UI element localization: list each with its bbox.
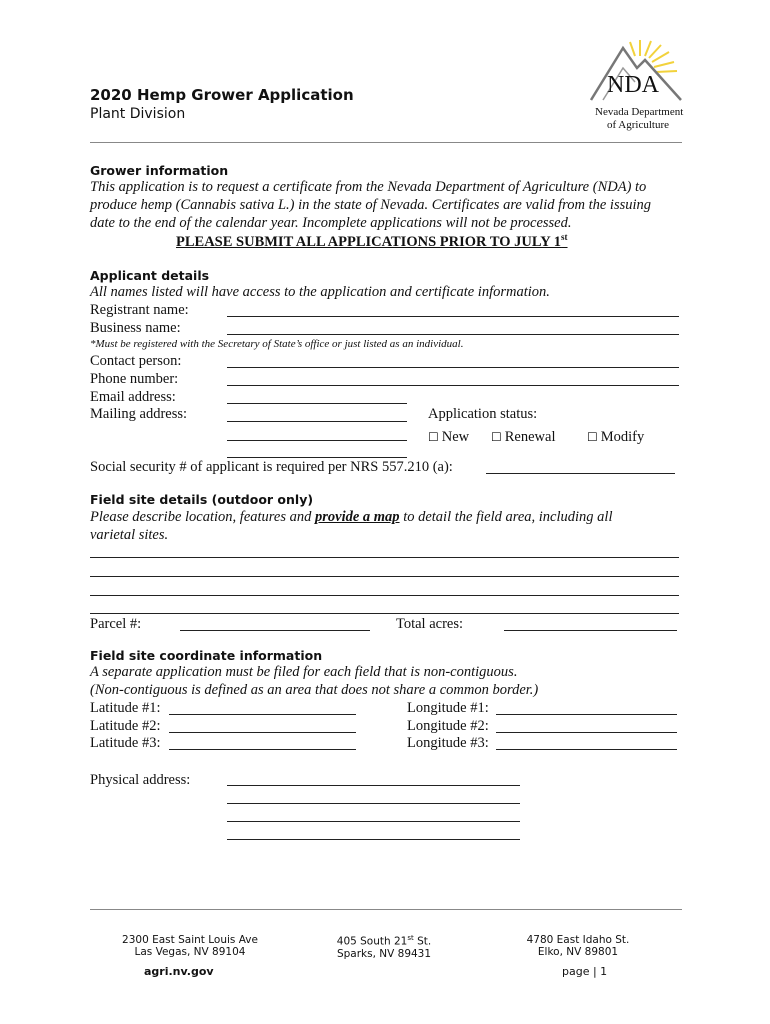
grower-intro-3: date to the end of the calendar year. Incomplete applications will not be processed.	[90, 215, 572, 231]
longitude-2-field[interactable]	[496, 732, 677, 733]
parcel-label: Parcel #:	[90, 616, 142, 632]
longitude-1-field[interactable]	[496, 714, 677, 715]
status-renewal[interactable]	[491, 429, 556, 446]
footer-address-1-line-1: 2300 East Saint Louis Ave	[122, 934, 258, 946]
field-site-line-1[interactable]	[90, 557, 679, 558]
footer-address-3-line-1: 4780 East Idaho St.	[526, 934, 630, 946]
grower-intro-2: produce hemp (Cannabis sativa L.) in the state of Nevada. Certificates are valid from the issuing	[90, 197, 652, 213]
mailing-field-2[interactable]	[227, 440, 407, 441]
header-divider	[90, 142, 682, 143]
footer-address-elko	[468, 934, 688, 958]
applicant-note: All names listed will have access to the application and certificate information.	[90, 284, 550, 300]
field-site-heading: Field site details (outdoor only)	[90, 492, 314, 507]
latitude-2-label: Latitude #2:	[90, 718, 161, 734]
field-site-desc-2: to detail the field area, including all	[403, 509, 613, 525]
latitude-1-label: Latitude #1:	[90, 700, 161, 716]
status-label: Application status:	[428, 406, 538, 422]
status-renewal-label: Renewal	[504, 429, 556, 445]
footer-address-2-line-2: Sparks, NV 89431	[336, 947, 432, 960]
status-new[interactable]	[428, 429, 469, 446]
phone-label: Phone number:	[90, 371, 179, 387]
longitude-1-label: Longitude #1:	[407, 700, 489, 716]
page-title: 2020 Hemp Grower Application	[90, 86, 354, 104]
physical-address-field-4[interactable]	[227, 839, 520, 840]
parcel-field[interactable]	[180, 630, 370, 631]
footer-address-2-line-1-end: St.	[413, 935, 432, 948]
contact-field[interactable]	[227, 367, 679, 368]
latitude-1-field[interactable]	[169, 714, 356, 715]
business-field[interactable]	[227, 334, 679, 335]
footer-address-2-line-1-start: 405 South 21	[336, 935, 408, 948]
checkbox-icon: ☐	[428, 430, 439, 444]
grower-heading: Grower information	[90, 163, 229, 178]
footer-address-sparks	[274, 934, 494, 960]
logo-caption-2: of Agriculture	[607, 119, 670, 131]
longitude-3-label: Longitude #3:	[407, 735, 489, 751]
grower-intro-1: This application is to request a certificate from the Nevada Department of Agriculture (NDA) to	[90, 179, 647, 195]
latitude-3-field[interactable]	[169, 749, 356, 750]
coordinates-note-1: A separate application must be filed for each field that is non-contiguous.	[90, 664, 518, 680]
status-modify[interactable]	[587, 429, 644, 446]
mailing-field-1[interactable]	[227, 421, 407, 422]
checkbox-icon: ☐	[491, 430, 502, 444]
physical-address-field-1[interactable]	[227, 785, 520, 786]
ssn-label: Social security # of applicant is required per NRS 557.210 (a):	[90, 459, 453, 475]
deadline-notice	[176, 232, 568, 251]
acres-field[interactable]	[504, 630, 677, 631]
checkbox-icon: ☐	[587, 430, 598, 444]
mailing-label: Mailing address:	[90, 406, 188, 422]
footer-address-2-sup: st	[407, 934, 414, 942]
phone-field[interactable]	[227, 385, 679, 386]
email-label: Email address:	[90, 389, 176, 405]
deadline-text: PLEASE SUBMIT ALL APPLICATIONS PRIOR TO JULY 1	[176, 233, 562, 250]
coordinates-heading: Field site coordinate information	[90, 648, 323, 663]
registration-footnote: *Must be registered with the Secretary of State’s office or just listed as an individual.	[90, 338, 464, 350]
email-field[interactable]	[227, 403, 407, 404]
provide-map-link[interactable]: provide a map	[314, 509, 400, 525]
field-site-line-4[interactable]	[90, 613, 679, 614]
latitude-3-label: Latitude #3:	[90, 735, 161, 751]
physical-address-field-2[interactable]	[227, 803, 520, 804]
footer-address-2-line-1	[274, 934, 494, 948]
field-site-desc-1: Please describe location, features and	[90, 509, 312, 525]
contact-label: Contact person:	[90, 353, 182, 369]
nda-logo	[585, 38, 685, 138]
longitude-3-field[interactable]	[496, 749, 677, 750]
deadline-sup: st	[561, 232, 568, 242]
mailing-field-3[interactable]	[227, 457, 407, 458]
footer-divider	[90, 909, 682, 910]
footer-address-1-line-2: Las Vegas, NV 89104	[134, 946, 246, 958]
logo-caption-1: Nevada Department	[595, 106, 684, 118]
page-subtitle: Plant Division	[90, 106, 186, 122]
acres-label: Total acres:	[396, 616, 464, 632]
business-label: Business name:	[90, 320, 181, 336]
registrant-label: Registrant name:	[90, 302, 189, 318]
footer-website[interactable]: agri.nv.gov	[144, 965, 214, 978]
footer-address-las-vegas	[80, 934, 300, 958]
field-site-line-2[interactable]	[90, 576, 679, 577]
physical-address-label: Physical address:	[90, 772, 191, 788]
footer-address-3-line-2: Elko, NV 89801	[537, 946, 619, 958]
logo-text: NDA	[607, 72, 659, 98]
applicant-heading: Applicant details	[90, 268, 210, 283]
coordinates-note-2: (Non-contiguous is defined as an area that does not share a common border.)	[90, 682, 539, 698]
ssn-field[interactable]	[486, 473, 675, 474]
registrant-field[interactable]	[227, 316, 679, 317]
latitude-2-field[interactable]	[169, 732, 356, 733]
field-site-desc	[90, 509, 612, 526]
status-modify-label: Modify	[600, 429, 645, 445]
field-site-desc-3: varietal sites.	[90, 527, 169, 543]
field-site-line-3[interactable]	[90, 595, 679, 596]
status-new-label: New	[441, 429, 470, 445]
longitude-2-label: Longitude #2:	[407, 718, 489, 734]
page-number: page | 1	[562, 965, 608, 978]
physical-address-field-3[interactable]	[227, 821, 520, 822]
